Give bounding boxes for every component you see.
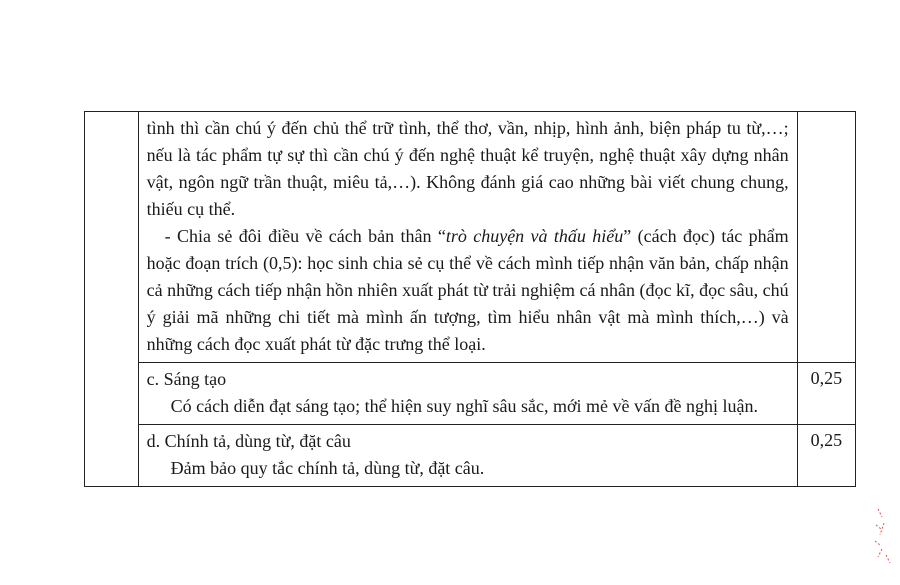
section-body: Đảm bảo quy tắc chính tả, dùng từ, đặt câu. bbox=[170, 458, 485, 478]
score-cell bbox=[797, 425, 855, 487]
red-stamp-mark-icon bbox=[872, 505, 894, 565]
score-value bbox=[798, 112, 855, 114]
table-row bbox=[85, 112, 856, 363]
score-cell bbox=[797, 363, 855, 425]
share-italic-phrase: trò chuyện và thấu hiểu bbox=[445, 226, 624, 246]
content-cell bbox=[138, 112, 797, 363]
table-row bbox=[85, 425, 856, 487]
table-row bbox=[85, 363, 856, 425]
content-cell bbox=[138, 425, 797, 487]
score-value: 0,25 bbox=[810, 430, 843, 450]
number-cell bbox=[85, 425, 139, 487]
share-paragraph bbox=[147, 223, 789, 358]
share-prefix: - Chia sẻ đôi điều về cách bản thân “ bbox=[164, 226, 446, 246]
score-cell bbox=[797, 112, 855, 363]
grading-table bbox=[84, 111, 856, 487]
section-heading: d. Chính tả, dùng từ, đặt câu bbox=[146, 431, 351, 451]
number-cell bbox=[85, 112, 139, 363]
score-value: 0,25 bbox=[810, 368, 843, 388]
share-suffix: ” (cách đọc) tác phẩm hoặc đoạn trích (0,5): học sinh chia sẻ cụ thể về cách mình tiếp nhận văn bản, chấp nhận cả những cách tiếp nhận hồn nhiên xuất phát từ trải nghiệm cá nhân (đọc kĩ, đọc sâu, chú ý giải mã những chi tiết mà mình ấn tượng, tìm hiểu nhân vật mà mình thích,…) và những cách đọc xuất phát từ đặc trưng thể loại. bbox=[146, 226, 789, 354]
content-cell bbox=[138, 363, 797, 425]
section-heading: c. Sáng tạo bbox=[146, 369, 227, 389]
section-body: Có cách diễn đạt sáng tạo; thể hiện suy nghĩ sâu sắc, mới mẻ về vấn đề nghị luận. bbox=[170, 396, 758, 416]
criteria-paragraph: tình thì cần chú ý đến chủ thể trữ tình, thể thơ, vần, nhịp, hình ảnh, biện pháp tu từ,…; nếu là tác phẩm tự sự thì cần chú ý đến nghệ thuật kể truyện, nghệ thuật xây dựng nhân vật, ngôn ngữ trần thuật, miêu tả,…). Không đánh giá cao những bài viết chung chung, thiếu cụ thể. bbox=[146, 118, 789, 219]
number-cell bbox=[85, 363, 139, 425]
